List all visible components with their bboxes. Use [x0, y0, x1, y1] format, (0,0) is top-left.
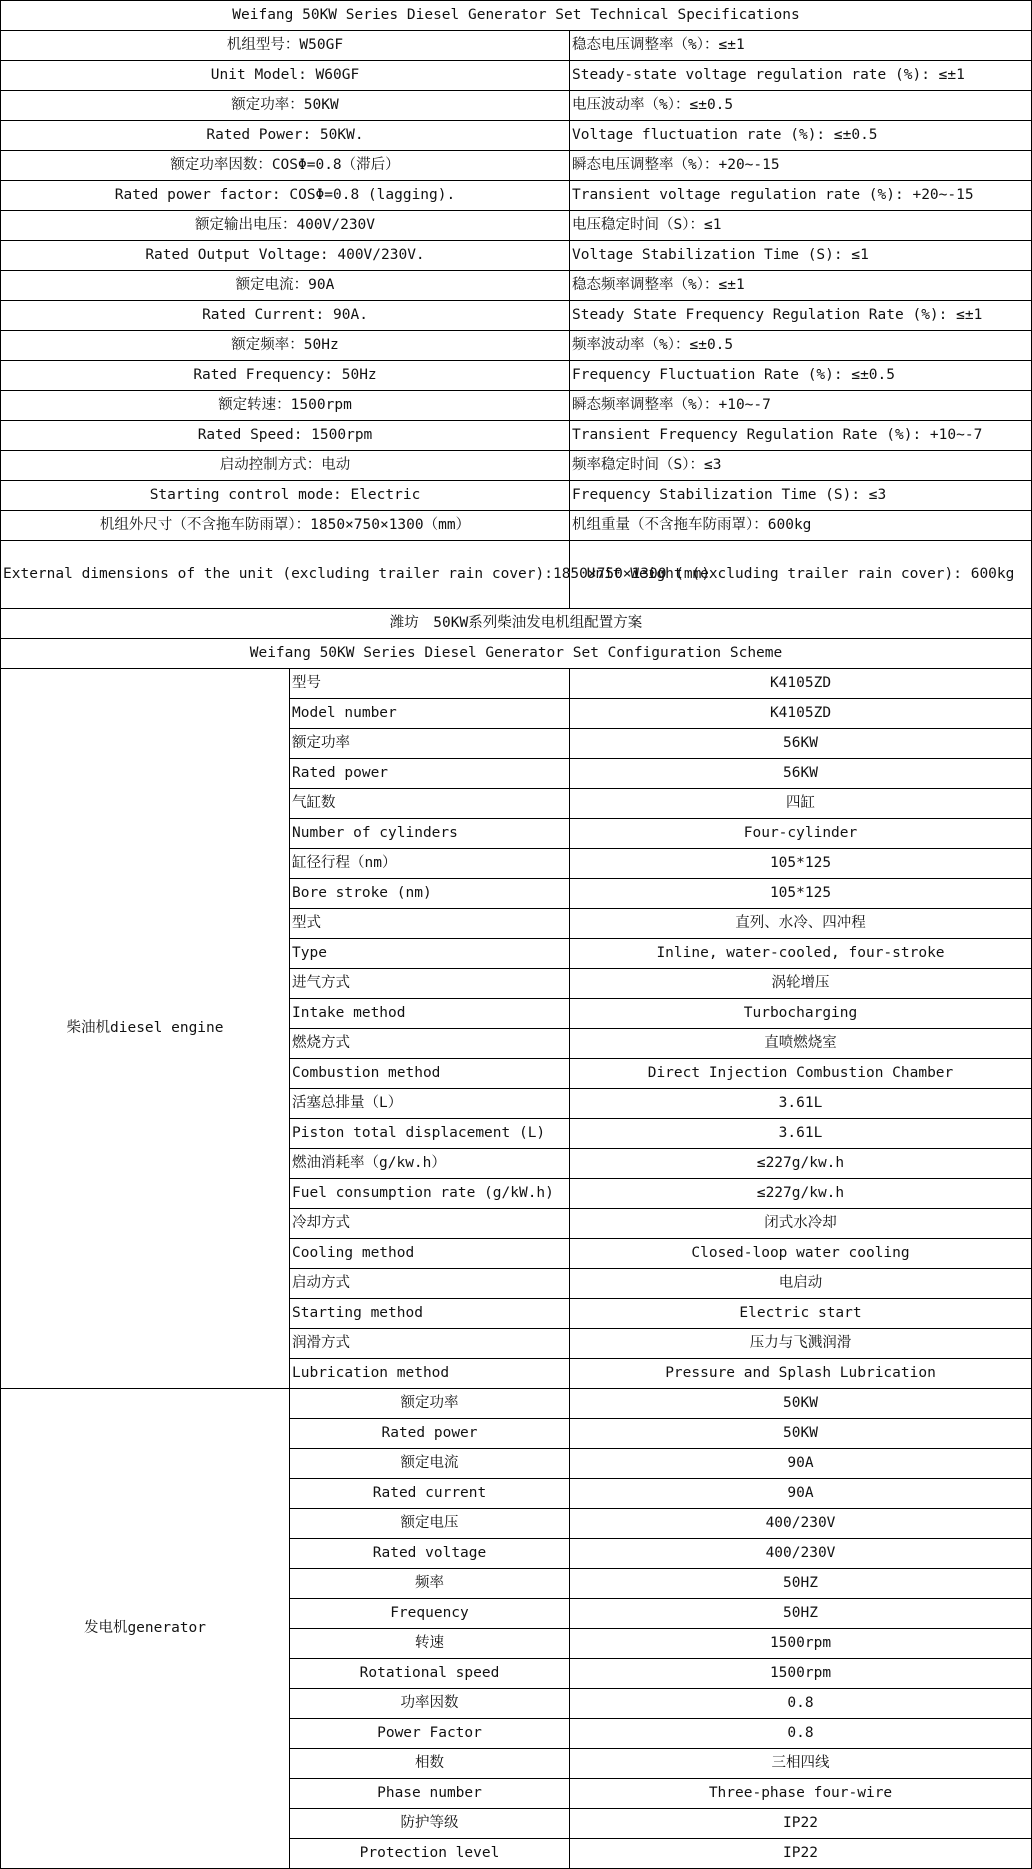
spec-row — [1, 331, 1032, 361]
generator-param-name: 额定电压 — [290, 1509, 570, 1539]
spec-right-cell: Voltage fluctuation rate (%): ≤±0.5 — [570, 121, 1032, 151]
generator-param-value: IP22 — [570, 1809, 1032, 1839]
generator-param-name: 转速 — [290, 1629, 570, 1659]
generator-param-name: Rated power — [290, 1419, 570, 1449]
spec-row — [1, 391, 1032, 421]
spec-left-cell: 额定功率因数：COSΦ=0.8（滞后） — [1, 151, 570, 181]
generator-param-value: 三相四线 — [570, 1749, 1032, 1779]
engine-param-name: 冷却方式 — [290, 1209, 570, 1239]
generator-param-value: 90A — [570, 1479, 1032, 1509]
spec-left-cell: 额定频率：50Hz — [1, 331, 570, 361]
spec-right-cell: 稳态电压调整率（%）：≤±1 — [570, 31, 1032, 61]
spec-right-cell: Frequency Fluctuation Rate (%): ≤±0.5 — [570, 361, 1032, 391]
engine-row — [1, 669, 1032, 699]
generator-param-value: IP22 — [570, 1839, 1032, 1869]
engine-param-name: 型式 — [290, 909, 570, 939]
spec-right-cell: 机组重量（不含拖车防雨罩）：600kg — [570, 511, 1032, 541]
spec-right-cell: 稳态频率调整率（%）：≤±1 — [570, 271, 1032, 301]
engine-param-value: Pressure and Splash Lubrication — [570, 1359, 1032, 1389]
engine-param-name: 型号 — [290, 669, 570, 699]
spec-right-cell: 瞬态频率调整率（%）：+10~-7 — [570, 391, 1032, 421]
engine-param-name: 启动方式 — [290, 1269, 570, 1299]
spec-row — [1, 511, 1032, 541]
spec-row — [1, 61, 1032, 91]
spec-right-cell: 电压波动率（%）：≤±0.5 — [570, 91, 1032, 121]
spec-row — [1, 151, 1032, 181]
spec-left-cell: Starting control mode: Electric — [1, 481, 570, 511]
spec-left-cell: 额定转速：1500rpm — [1, 391, 570, 421]
generator-param-value: 1500rpm — [570, 1629, 1032, 1659]
generator-param-value: 400/230V — [570, 1539, 1032, 1569]
generator-param-value: 50KW — [570, 1419, 1032, 1449]
engine-param-value: 105*125 — [570, 879, 1032, 909]
engine-param-name: Piston total displacement (L) — [290, 1119, 570, 1149]
spec-row — [1, 181, 1032, 211]
spec-row — [1, 241, 1032, 271]
generator-param-value: 50HZ — [570, 1569, 1032, 1599]
spec-row — [1, 421, 1032, 451]
engine-param-name: Lubrication method — [290, 1359, 570, 1389]
engine-param-value: 56KW — [570, 759, 1032, 789]
generator-param-value: Three-phase four-wire — [570, 1779, 1032, 1809]
engine-param-name: Intake method — [290, 999, 570, 1029]
spec-row — [1, 211, 1032, 241]
engine-param-name: 燃烧方式 — [290, 1029, 570, 1059]
engine-param-value: 直列、水冷、四冲程 — [570, 909, 1032, 939]
spec-row — [1, 271, 1032, 301]
spec-right-cell: Frequency Stabilization Time (S): ≤3 — [570, 481, 1032, 511]
spec-right-cell: Transient voltage regulation rate (%): +20~-15 — [570, 181, 1032, 211]
engine-param-value: Four-cylinder — [570, 819, 1032, 849]
engine-param-name: Rated power — [290, 759, 570, 789]
generator-param-value: 400/230V — [570, 1509, 1032, 1539]
spec-right-cell: Transient Frequency Regulation Rate (%): +10~-7 — [570, 421, 1032, 451]
config-title-cn: 潍坊 50KW系列柴油发电机组配置方案 — [1, 609, 1032, 639]
engine-param-name: 缸径行程（nm） — [290, 849, 570, 879]
engine-param-name: Combustion method — [290, 1059, 570, 1089]
weight-en-cell: Unit Weight (excluding trailer rain cover): 600kg — [570, 541, 1032, 609]
generator-param-name: Frequency — [290, 1599, 570, 1629]
engine-param-value: ≤227g/kw.h — [570, 1179, 1032, 1209]
engine-param-name: Fuel consumption rate (g/kW.h) — [290, 1179, 570, 1209]
spec-right-cell: 瞬态电压调整率（%）：+20~-15 — [570, 151, 1032, 181]
spec-left-cell: Rated Frequency: 50Hz — [1, 361, 570, 391]
engine-param-value: Inline, water-cooled, four-stroke — [570, 939, 1032, 969]
engine-param-value: ≤227g/kw.h — [570, 1149, 1032, 1179]
spec-right-cell: Steady State Frequency Regulation Rate (%): ≤±1 — [570, 301, 1032, 331]
engine-param-value: 3.61L — [570, 1119, 1032, 1149]
engine-param-name: Starting method — [290, 1299, 570, 1329]
generator-param-value: 0.8 — [570, 1719, 1032, 1749]
generator-param-value: 1500rpm — [570, 1659, 1032, 1689]
config-title-row — [1, 609, 1032, 639]
engine-param-value: 闭式水冷却 — [570, 1209, 1032, 1239]
spec-left-cell: Rated power factor: COSΦ=0.8 (lagging). — [1, 181, 570, 211]
generator-param-name: Rated voltage — [290, 1539, 570, 1569]
generator-param-name: 功率因数 — [290, 1689, 570, 1719]
spec-table-body — [1, 1, 1032, 1869]
generator-param-name: 额定电流 — [290, 1449, 570, 1479]
generator-param-name: Rotational speed — [290, 1659, 570, 1689]
engine-param-name: Model number — [290, 699, 570, 729]
spec-row — [1, 481, 1032, 511]
spec-row-dimensions-en — [1, 541, 1032, 609]
generator-row — [1, 1389, 1032, 1419]
engine-param-value: Closed-loop water cooling — [570, 1239, 1032, 1269]
engine-param-name: 额定功率 — [290, 729, 570, 759]
spec-row — [1, 121, 1032, 151]
generator-param-value: 90A — [570, 1449, 1032, 1479]
engine-param-name: Number of cylinders — [290, 819, 570, 849]
engine-param-name: Bore stroke (nm) — [290, 879, 570, 909]
spec-left-cell: Rated Speed: 1500rpm — [1, 421, 570, 451]
engine-param-name: 燃油消耗率（g/kw.h） — [290, 1149, 570, 1179]
engine-param-value: 3.61L — [570, 1089, 1032, 1119]
spec-row — [1, 451, 1032, 481]
spec-left-cell: Unit Model: W60GF — [1, 61, 570, 91]
engine-param-name: 气缸数 — [290, 789, 570, 819]
engine-param-value: K4105ZD — [570, 699, 1032, 729]
spec-right-cell: Steady-state voltage regulation rate (%): ≤±1 — [570, 61, 1032, 91]
engine-param-name: 活塞总排量（L） — [290, 1089, 570, 1119]
engine-param-value: K4105ZD — [570, 669, 1032, 699]
spec-row — [1, 31, 1032, 61]
spec-left-cell: 额定输出电压：400V/230V — [1, 211, 570, 241]
spec-left-cell: 机组型号：W50GF — [1, 31, 570, 61]
spec-left-cell: Rated Power: 50KW. — [1, 121, 570, 151]
engine-param-value: 105*125 — [570, 849, 1032, 879]
engine-param-value: 四缸 — [570, 789, 1032, 819]
spec-right-cell: 频率波动率（%）：≤±0.5 — [570, 331, 1032, 361]
engine-param-value: Direct Injection Combustion Chamber — [570, 1059, 1032, 1089]
spec-left-cell: Rated Current: 90A. — [1, 301, 570, 331]
title-row — [1, 1, 1032, 31]
engine-param-value: 直喷燃烧室 — [570, 1029, 1032, 1059]
generator-param-value: 50HZ — [570, 1599, 1032, 1629]
engine-param-value: Turbocharging — [570, 999, 1032, 1029]
engine-param-value: 56KW — [570, 729, 1032, 759]
generator-param-value: 0.8 — [570, 1689, 1032, 1719]
engine-param-value: Electric start — [570, 1299, 1032, 1329]
generator-param-name: Phase number — [290, 1779, 570, 1809]
config-title-en: Weifang 50KW Series Diesel Generator Set Configuration Scheme — [1, 639, 1032, 669]
engine-param-name: Type — [290, 939, 570, 969]
config-title-row — [1, 639, 1032, 669]
generator-section-label: 发电机generator — [1, 1389, 290, 1869]
spec-left-cell: 额定电流：90A — [1, 271, 570, 301]
spec-left-cell: Rated Output Voltage: 400V/230V. — [1, 241, 570, 271]
generator-param-name: 相数 — [290, 1749, 570, 1779]
spec-left-cell: 启动控制方式：电动 — [1, 451, 570, 481]
generator-param-name: 额定功率 — [290, 1389, 570, 1419]
generator-param-name: 防护等级 — [290, 1809, 570, 1839]
spec-right-cell: 频率稳定时间（S）：≤3 — [570, 451, 1032, 481]
generator-param-name: Power Factor — [290, 1719, 570, 1749]
engine-param-value: 涡轮增压 — [570, 969, 1032, 999]
engine-param-name: 进气方式 — [290, 969, 570, 999]
generator-param-name: 频率 — [290, 1569, 570, 1599]
spec-right-cell: Voltage Stabilization Time (S): ≤1 — [570, 241, 1032, 271]
generator-param-value: 50KW — [570, 1389, 1032, 1419]
spec-row — [1, 91, 1032, 121]
engine-param-name: 润滑方式 — [290, 1329, 570, 1359]
spec-row — [1, 301, 1032, 331]
spec-left-cell: 机组外尺寸（不含拖车防雨罩）：1850×750×1300（mm） — [1, 511, 570, 541]
dimensions-en-cell: External dimensions of the unit (excluding trailer rain cover):1850×750×1300 (mm) — [1, 541, 570, 609]
generator-param-name: Rated current — [290, 1479, 570, 1509]
engine-section-label: 柴油机diesel engine — [1, 669, 290, 1389]
spec-row — [1, 361, 1032, 391]
generator-param-name: Protection level — [290, 1839, 570, 1869]
spec-title: Weifang 50KW Series Diesel Generator Set Technical Specifications — [1, 1, 1032, 31]
spec-right-cell: 电压稳定时间（S）：≤1 — [570, 211, 1032, 241]
engine-param-name: Cooling method — [290, 1239, 570, 1269]
spec-left-cell: 额定功率：50KW — [1, 91, 570, 121]
engine-param-value: 压力与飞溅润滑 — [570, 1329, 1032, 1359]
engine-param-value: 电启动 — [570, 1269, 1032, 1299]
